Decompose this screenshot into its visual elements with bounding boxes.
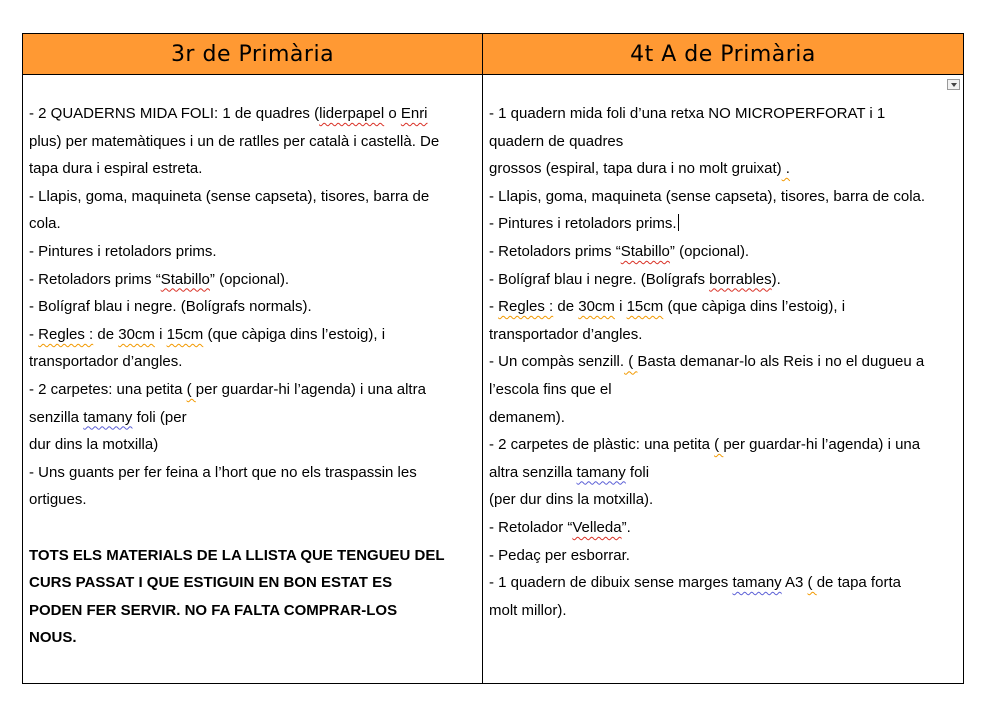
list-line: - Regles : de 30cm i 15cm (que càpiga dins l’estoig), i	[29, 325, 386, 343]
list-line: - Un compàs senzill. ( Basta demanar-lo als Reis i no el dugueu a	[489, 353, 925, 371]
list-line: molt millor).	[489, 601, 567, 619]
list-line: - Retoladors prims “Stabillo” (opcional).	[489, 242, 750, 260]
list-line: - Bolígraf blau i negre. (Bolígrafs borrables).	[489, 270, 781, 288]
list-line: - Llapis, goma, maquineta (sense capseta), tisores, barra de cola.	[489, 187, 926, 205]
list-line: transportador d’angles.	[29, 353, 183, 371]
list-line: - 2 QUADERNS MIDA FOLI: 1 de quadres (liderpapel o Enri	[29, 105, 428, 122]
list-line: tapa dura i espiral estreta.	[29, 160, 203, 178]
list-line: cola.	[29, 215, 61, 233]
header-3r-primaria: 3r de Primària	[23, 34, 483, 74]
list-line: quadern de quadres	[489, 132, 624, 150]
list-line: - Bolígraf blau i negre. (Bolígrafs normals).	[29, 298, 312, 316]
list-line: - 1 quadern mida foli d’una retxa NO MICROPERFORAT i 1	[489, 105, 886, 122]
list-line: altra senzilla tamany foli	[489, 463, 650, 481]
list-line: - Pedaç per esborrar.	[489, 546, 630, 564]
materials-table	[22, 33, 964, 684]
list-line: - 2 carpetes: una petita ( per guardar-hi l’agenda) i una altra	[29, 380, 426, 398]
text-cursor	[678, 214, 680, 231]
list-line: - 1 quadern de dibuix sense marges tamany A3 ( de tapa forta	[489, 574, 901, 592]
list-line: senzilla tamany foli (per	[29, 408, 187, 426]
list-line: plus) per matemàtiques i un de ratlles per català i castellà. De	[29, 132, 440, 150]
cell-dropdown-button[interactable]	[947, 79, 960, 90]
list-line: - Regles : de 30cm i 15cm (que càpiga dins l’estoig), i	[489, 298, 846, 316]
notice-line: NOUS.	[29, 629, 77, 647]
notice-line: TOTS ELS MATERIALS DE LA LLISTA QUE TENGUEU DEL	[29, 546, 445, 564]
list-line: (per dur dins la motxilla).	[489, 491, 654, 509]
cell-4t-list[interactable]	[483, 75, 963, 683]
list-line: - Pintures i retoladors prims.	[489, 210, 957, 238]
list-line: grossos (espiral, tapa dura i no molt gruixat) .	[489, 160, 790, 178]
list-line: - Retoladors prims “Stabillo” (opcional).	[29, 270, 290, 288]
cell-3r-list[interactable]	[23, 75, 483, 683]
list-line: demanem).	[489, 408, 565, 426]
header-4t-a-primaria: 4t A de Primària	[630, 41, 816, 67]
list-line: - Pintures i retoladors prims.	[29, 242, 217, 260]
list-line: transportador d’angles.	[489, 325, 643, 343]
notice-line: PODEN FER SERVIR. NO FA FALTA COMPRAR-LOS	[29, 601, 398, 619]
table-body-row	[23, 75, 963, 683]
list-line: ortigues.	[29, 491, 87, 509]
list-line: - 2 carpetes de plàstic: una petita ( per guardar-hi l’agenda) i una	[489, 436, 921, 454]
list-line: - Retolador “Velleda”.	[489, 518, 631, 536]
table-header-row	[23, 34, 963, 75]
list-line: dur dins la motxilla)	[29, 436, 159, 454]
list-line: l’escola fins que el	[489, 380, 612, 398]
notice-line: CURS PASSAT I QUE ESTIGUIN EN BON ESTAT ES	[29, 574, 393, 592]
list-line: - Uns guants per fer feina a l’hort que no els traspassin les	[29, 463, 417, 481]
chevron-down-icon	[951, 83, 957, 87]
list-line: - Llapis, goma, maquineta (sense capseta), tisores, barra de	[29, 187, 430, 205]
blank-line	[29, 514, 476, 542]
